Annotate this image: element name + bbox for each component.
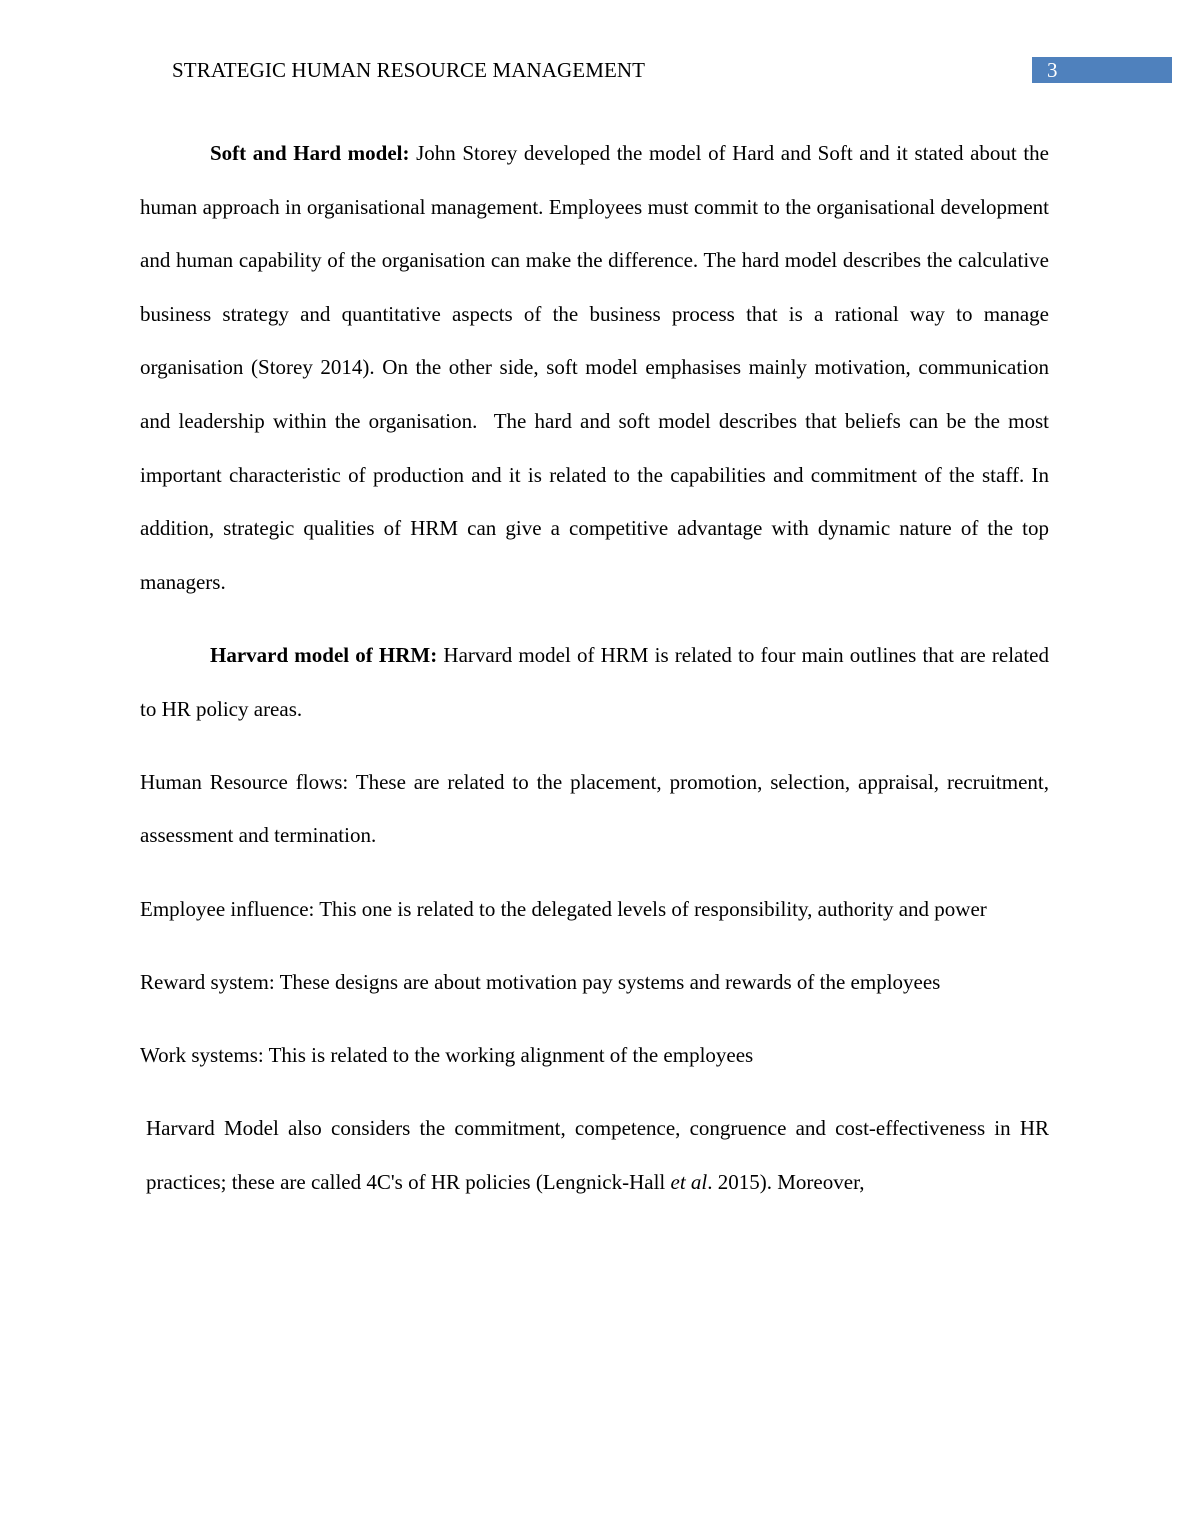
paragraph-harvard-model (140, 629, 1049, 736)
running-head-title: STRATEGIC HUMAN RESOURCE MANAGEMENT (172, 58, 646, 82)
paragraph-four-cs-text-end: . 2015). Moreover, (707, 1169, 865, 1194)
page-number-box (1032, 57, 1172, 83)
paragraph-text-harvard: Harvard model of HRM is related to four main outlines that are related to HR policy areas. (140, 642, 1050, 721)
paragraph-work-systems: Work systems: This is related to the working alignment of the employees (140, 1042, 754, 1067)
paragraph-soft-hard-model (140, 127, 1049, 609)
paragraph-four-cs (140, 1102, 1049, 1209)
paragraph-reward-system: Reward system: These designs are about motivation pay systems and rewards of the employees (140, 969, 941, 994)
paragraph-hr-flows: Human Resource flows: These are related to the placement, promotion, selection, appraisal, recruitment, assessment and termination. (140, 769, 1049, 848)
paragraph-heading-harvard: Harvard model of HRM: (210, 642, 438, 667)
paragraph-employee-influence: Employee influence: This one is related to the delegated levels of responsibility, authority and power (140, 896, 987, 921)
document-body (140, 127, 1049, 1209)
paragraph-four-cs-text: Harvard Model also considers the commitment, competence, congruence and cost-effectiveness in HR practices; these are called 4C's of HR policies (Lengnick-Hall (146, 1116, 1049, 1194)
page-number: 3 (1047, 58, 1058, 82)
citation-et-al: et al (670, 1169, 708, 1194)
paragraph-text-soft-hard: John Storey developed the model of Hard and Soft and it stated about the human approach in organisational management. Employees must commit to the organisational development and human capability of the organisation can make the difference. The hard model describes the calculative business strategy and quantitative aspects of the business process that is a rational way to manage organisation (Storey 2014). On the other side, soft model emphasises mainly motivation, communication and leadership within the organisation. The hard and soft model describes that beliefs can be the most important characteristic of production and it is related to the capabilities and commitment of the staff. In addition, strategic qualities of HRM can give a competitive advantage with dynamic nature of the top managers. (140, 141, 1049, 594)
paragraph-heading-soft-hard: Soft and Hard model: (210, 141, 410, 165)
